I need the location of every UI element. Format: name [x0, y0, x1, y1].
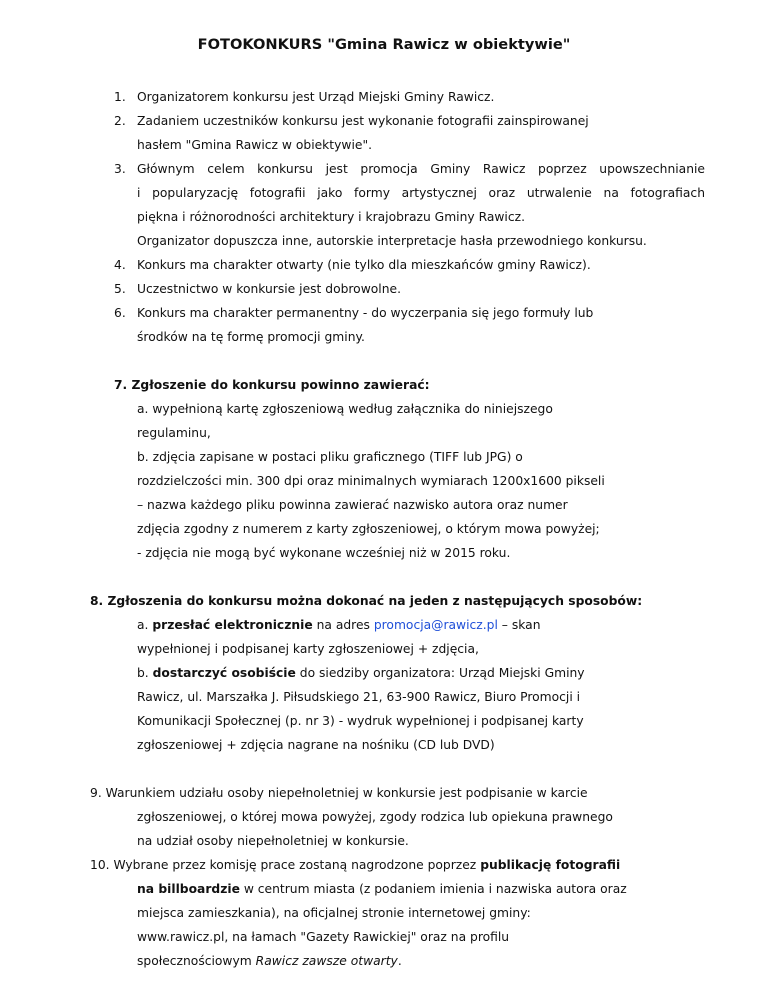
list-item-text: – nazwa każdego pliku powinna zawierać nazwisko autora oraz numer — [137, 498, 568, 512]
page-title: FOTOKONKURS "Gmina Rawicz w obiektywie" — [197, 36, 571, 53]
list-item-text: zgłoszeniowej, o której mowa powyżej, zgody rodzica lub opiekuna prawnego — [137, 810, 613, 824]
emphasis: publikację fotografii — [480, 858, 621, 872]
text-fragment: 10. Wybrane przez komisję prace zostaną nagrodzone poprzez — [90, 858, 481, 872]
list-item-text: regulaminu, — [137, 426, 211, 440]
list-item-text: zgłoszeniowej + zdjęcia nagrane na nośniku (CD lub DVD) — [137, 738, 495, 752]
list-item-text: Konkurs ma charakter otwarty (nie tylko dla mieszkańców gminy Rawicz). — [137, 258, 591, 272]
item-number: 4. — [114, 258, 126, 272]
text-fragment: w centrum miasta (z podaniem imienia i nazwiska autora oraz — [239, 882, 627, 896]
list-item-text — [137, 666, 585, 680]
text-fragment: do siedziby organizatora: Urząd Miejski Gminy — [295, 666, 585, 680]
list-item-text — [90, 858, 620, 872]
item-8-heading: 8. Zgłoszenia do konkursu można dokonać na jeden z następujących sposobów: — [90, 594, 643, 608]
text-fragment: . — [397, 954, 402, 968]
list-item-text — [137, 954, 402, 968]
list-item-text: hasłem "Gmina Rawicz w obiektywie". — [137, 138, 373, 152]
list-item-text: a. wypełnioną kartę zgłoszeniową według załącznika do niniejszego — [137, 402, 553, 416]
list-item-text: na udział osoby niepełnoletniej w konkursie. — [137, 834, 409, 848]
email-link[interactable]: promocja@rawicz.pl — [373, 618, 498, 632]
list-item-text: piękna i różnorodności architektury i krajobrazu Gminy Rawicz. — [137, 210, 525, 224]
list-item-text: - zdjęcia nie mogą być wykonane wcześniej niż w 2015 roku. — [137, 546, 511, 560]
text-fragment: społecznościowym — [137, 954, 256, 968]
list-item-text: Organizatorem konkursu jest Urząd Miejski Gminy Rawicz. — [137, 90, 495, 104]
list-item-text: i popularyzację fotografii jako formy artystycznej oraz utrwalenie na fotografiach — [137, 186, 705, 200]
item-number: 1. — [114, 90, 126, 104]
list-item-text: Rawicz, ul. Marszałka J. Piłsudskiego 21, 63-900 Rawicz, Biuro Promocji i — [137, 690, 581, 704]
list-item-text: rozdzielczości min. 300 dpi oraz minimalnych wymiarach 1200x1600 pikseli — [137, 474, 605, 488]
list-item-text: Organizator dopuszcza inne, autorskie interpretacje hasła przewodniego konkursu. — [137, 234, 647, 248]
list-item-text: b. zdjęcia zapisane w postaci pliku graficznego (TIFF lub JPG) o — [137, 450, 523, 464]
option-prefix: b. — [137, 666, 153, 680]
list-item-text: www.rawicz.pl, na łamach "Gazety Rawickiej" oraz na profilu — [137, 930, 510, 944]
emphasis: dostarczyć osobiście — [152, 666, 296, 680]
list-item-text: zdjęcia zgodny z numerem z karty zgłoszeniowej, o którym mowa powyżej; — [137, 522, 600, 536]
list-item-text — [137, 618, 540, 632]
item-number: 5. — [114, 282, 126, 296]
item-number: 3. — [114, 162, 126, 176]
list-item-text: Konkurs ma charakter permanentny - do wyczerpania się jego formuły lub — [137, 306, 594, 320]
list-item-text — [137, 882, 627, 896]
list-item-text: Uczestnictwo w konkursie jest dobrowolne. — [137, 282, 401, 296]
text-fragment: – skan — [497, 618, 541, 632]
list-item-text: miejsca zamieszkania), na oficjalnej stronie internetowej gminy: — [137, 906, 531, 920]
emphasis: przesłać elektronicznie — [152, 618, 313, 632]
option-prefix: a. — [137, 618, 153, 632]
list-item-text: środków na tę formę promocji gminy. — [137, 330, 365, 344]
list-item-text: Komunikacji Społecznej (p. nr 3) - wydruk wypełnionej i podpisanej karty — [137, 714, 584, 728]
item-7-heading: 7. Zgłoszenie do konkursu powinno zawierać: — [114, 378, 430, 392]
list-item-text: Głównym celem konkursu jest promocja Gminy Rawicz poprzez upowszechnianie — [137, 162, 705, 176]
list-item-text: wypełnionej i podpisanej karty zgłoszeniowej + zdjęcia, — [137, 642, 479, 656]
emphasis: na billboardzie — [137, 882, 240, 896]
profile-name: Rawicz zawsze otwarty — [255, 954, 398, 968]
item-number: 2. — [114, 114, 126, 128]
list-item-text: Zadaniem uczestników konkursu jest wykonanie fotografii zainspirowanej — [137, 114, 589, 128]
list-item-text: 9. Warunkiem udziału osoby niepełnoletniej w konkursie jest podpisanie w karcie — [90, 786, 588, 800]
item-number: 6. — [114, 306, 126, 320]
text-fragment: na adres — [312, 618, 374, 632]
